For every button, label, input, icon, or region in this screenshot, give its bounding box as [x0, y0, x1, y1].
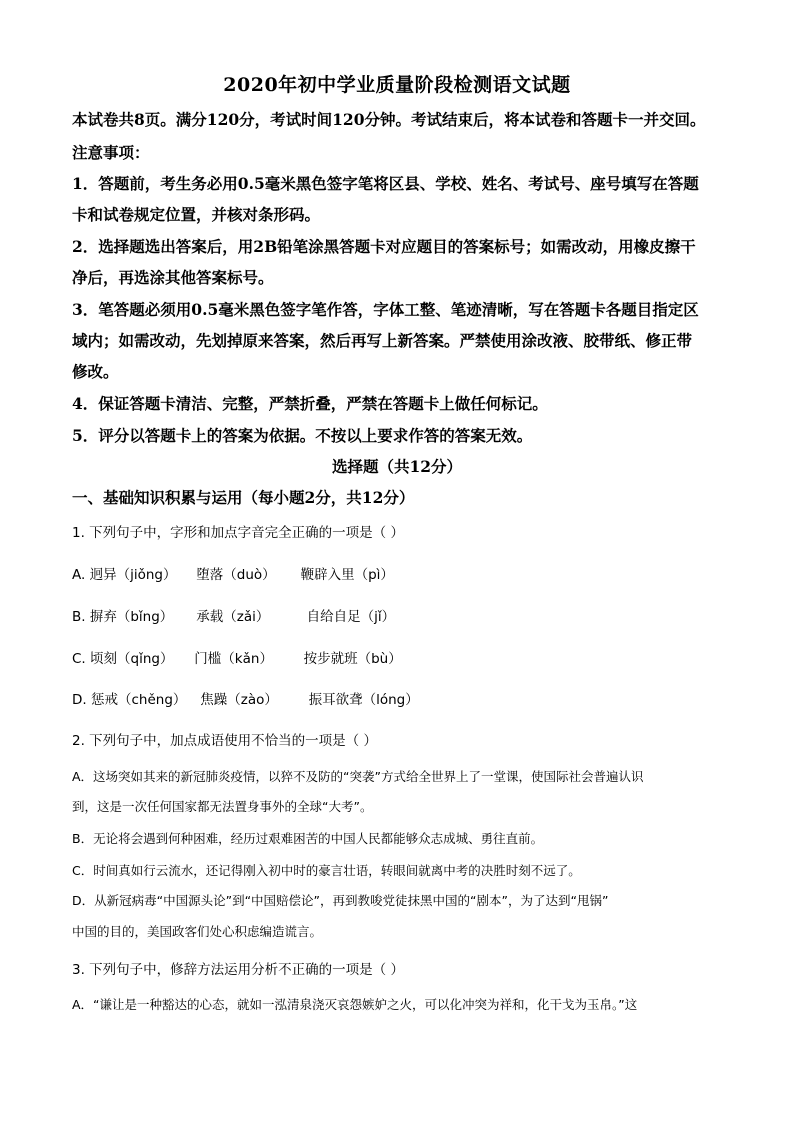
notice-1-line-2: 卡和试卷规定位置，并核对条形码。	[72, 205, 321, 224]
question-2-option-c: C．时间真如行云流水，还记得刚入初中时的豪言壮语，转眼间就离中考的决胜时刻不远了。	[72, 863, 581, 878]
question-1-stem: 1. 下列句子中，字形和加点字音完全正确的一项是（ ）	[72, 525, 404, 541]
question-2-option-b: B．无论将会遇到何种困难，经历过艰难困苦的中国人民都能够众志成城、勇往直前。	[72, 831, 544, 846]
option-d-word-2: 焦躁（zào）	[200, 692, 278, 708]
question-2-option-d-line-2: 中国的目的，美国政客们处心积虑编造谎言。	[72, 924, 323, 939]
section-title: 选择题（共12分）	[331, 457, 463, 476]
question-3-stem: 3. 下列句子中，修辞方法运用分析不正确的一项是（ ）	[72, 962, 404, 978]
notice-3-line-2: 域内；如需改动，先划掉原来答案，然后再写上新答案。严禁使用涂改液、胶带纸、修正带	[72, 331, 693, 350]
question-2-option-a-line-2: 到，这是一次任何国家都无法置身事外的全球“大考”。	[72, 799, 373, 814]
option-b-word-1: B. 摒弃（bǐng）	[72, 609, 174, 625]
notice-3-line-1: 3．笔答题必须用0.5毫米黑色签字笔作答，字体工整、笔迹清晰，写在答题卡各题目指定区	[72, 300, 699, 319]
option-d-word-3: 振耳欲聋（lóng）	[308, 692, 419, 708]
option-a-word-3: 鞭辟入里（pì）	[300, 567, 394, 583]
option-b-word-2: 承载（zǎi）	[196, 609, 270, 625]
question-2-option-d-line-1: D．从新冠病毒“中国源头论”到“中国赔偿论”，再到教唆党徒抹黑中国的“剧本”，为了达到“甩锅”	[72, 893, 609, 908]
option-c-word-3: 按步就班（bù）	[303, 651, 402, 667]
option-a-word-2: 堕落（duò）	[196, 567, 276, 583]
option-b-word-3: 自给自足（jǐ）	[306, 609, 396, 625]
notice-heading: 注意事项：	[72, 143, 150, 162]
intro-text: 本试卷共8页。满分120分，考试时间120分钟。考试结束后，将本试卷和答题卡一并交回。	[72, 110, 706, 129]
notice-2-line-1: 2．选择题选出答案后，用2B铅笔涂黑答题卡对应题目的答案标号；如需改动，用橡皮擦干	[72, 237, 696, 256]
option-d-word-1: D. 惩戒（chěng）	[72, 692, 187, 708]
option-a-word-1: A. 迥异（jiǒng）	[72, 567, 177, 583]
notice-4: 4．保证答题卡清洁、完整，严禁折叠，严禁在答题卡上做任何标记。	[72, 394, 548, 413]
notice-1-line-1: 1．答题前，考生务必用0.5毫米黑色签字笔将区县、学校、姓名、考试号、座号填写在答题	[72, 174, 699, 193]
option-c-word-2: 门槛（kǎn）	[194, 651, 273, 667]
question-1-option-a	[72, 563, 394, 583]
notice-2-line-2: 净后，再选涂其他答案标号。	[72, 268, 274, 287]
question-2-option-a-line-1: A．这场突如其来的新冠肺炎疫情，以猝不及防的“突袭”方式给全世界上了一堂课，使国际社会普遍认识	[72, 769, 644, 784]
question-1-option-c	[72, 647, 402, 667]
notice-3-line-3: 修改。	[72, 362, 119, 381]
page-title: 2020年初中学业质量阶段检测语文试题	[223, 74, 571, 96]
question-1-option-d	[72, 688, 419, 708]
option-c-word-1: C. 顷刻（qǐng）	[72, 651, 174, 667]
part-title: 一、基础知识积累与运用（每小题2分，共12分）	[72, 488, 415, 507]
question-1-option-b	[72, 605, 395, 625]
question-3-option-a-line-1: A．“谦让是一种豁达的心态，就如一泓清泉浇灭哀怨嫉妒之火，可以化冲突为祥和，化干戈为玉帛。”这	[72, 997, 638, 1012]
notice-5: 5．评分以答题卡上的答案为依据。不按以上要求作答的答案无效。	[72, 426, 533, 445]
question-2-stem: 2. 下列句子中，加点成语使用不恰当的一项是（ ）	[72, 733, 377, 749]
